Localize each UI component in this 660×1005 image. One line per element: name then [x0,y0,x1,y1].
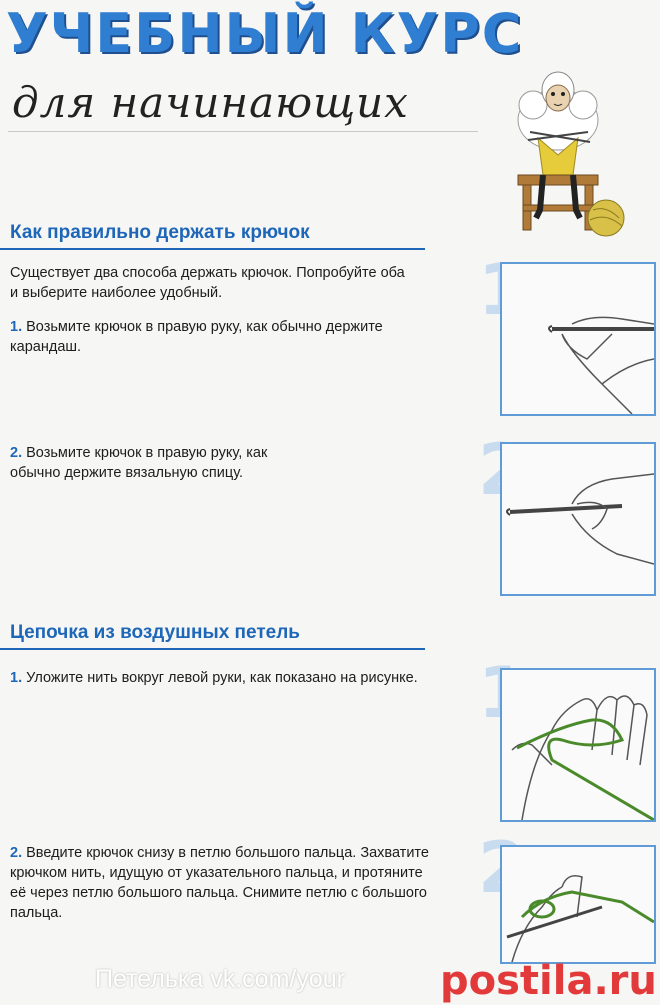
subtitle-underline [8,131,478,132]
section-title-chain-stitches: Цепочка из воздушных петель [10,622,300,643]
step-number: 2. [10,445,23,461]
section-title-hold-hook: Как правильно держать крючок [10,222,310,243]
step-description: Возьмите крючок в правую руку, как обычно держите вязальную спицу. [10,445,268,481]
illustration-number: 2 [478,429,527,511]
hold-hook-knitting-needle-illustration [500,442,656,596]
step-number: 1. [10,319,23,335]
step-number: 2. [10,845,23,861]
section-divider [0,648,425,650]
step-description: Введите крючок снизу в петлю большого пальца. Захватите крючком нить, идущую от указательного пальца, и протяните её через петлю большого пальца. Снимите петлю с большого пальца. [10,845,429,921]
page-subtitle: для начинающих [12,78,409,127]
illustration-number: 1 [478,249,527,331]
sheep-knitting-illustration [498,60,628,240]
section-divider [0,248,425,250]
illustration-number: 2 [478,827,527,909]
intro-paragraph: Существует два способа держать крючок. Попробуйте оба и выберите наиболее удобный. [10,265,405,301]
step-2-text [10,843,430,923]
hook-through-thumb-loop-illustration [500,845,656,964]
step-description: Уложите нить вокруг левой руки, как показано на рисунке. [26,670,418,686]
yarn-around-hand-illustration [500,668,656,822]
watermark-text: Петелька vk.com/your [95,965,345,993]
step-description: Возьмите крючок в правую руку, как обычно держите карандаш. [10,319,383,355]
hold-hook-pencil-illustration [500,262,656,416]
step-2-text [10,443,310,483]
illustration-number: 1 [478,652,527,734]
step-1-text [10,317,430,357]
postila-logo[interactable]: postila.ru [440,958,657,1004]
step-number: 1. [10,670,23,686]
page-title: УЧЕБНЫЙ КУРС [6,2,524,65]
step-1-text [10,668,430,688]
